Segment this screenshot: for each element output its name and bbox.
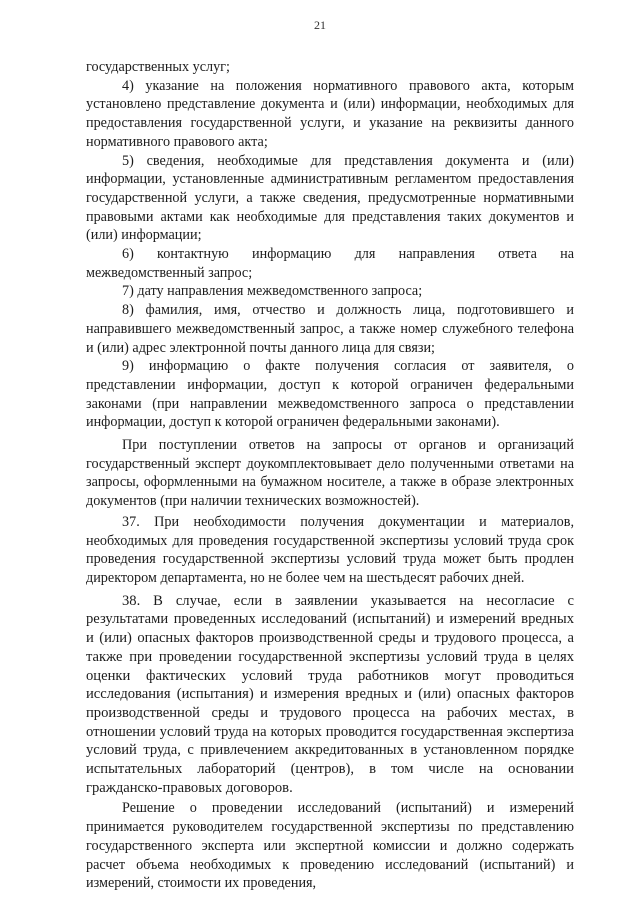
paragraph-decision: Решение о проведении исследований (испытаний) и измерений принимается руководителем государственной экспертизы по представлению государственного эксперта или экспертной комиссии и должно содержать расчет объема необходимых к проведению исследований (испытаний) и измерений, стоимости их проведения, [86, 800, 574, 892]
paragraph-item-7: 7) дату направления межведомственного запроса; [122, 283, 423, 300]
paragraph-continuation: государственных услуг; [86, 59, 230, 75]
paragraph-item-8: 8) фамилия, имя, отчество и должность лица, подготовившего и направившего межведомственный запрос, а также номер служебного телефона и (или) адрес электронной почты данного лица для связи; [86, 302, 574, 356]
paragraph-item-6: 6) контактную информацию для направления ответа на межведомственный запрос; [86, 246, 574, 281]
document-body [86, 58, 574, 893]
paragraph-item-5: 5) сведения, необходимые для представления документа и (или) информации, установленные административным регламентом предоставления государственной услуги, а также сведения, предусмотренные нормативными правовыми актами как необходимые для представления таких документов и (или) информации; [86, 152, 574, 244]
paragraph-responses: При поступлении ответов на запросы от органов и организаций государственный эксперт доукомплектовывает дело полученными ответами на запросы, оформленными на бумажном носителе, а также в образе электронных документов (при наличии технических возможностей). [86, 437, 574, 510]
paragraph-item-9: 9) информацию о факте получения согласия от заявителя, о представлении информации, доступ к которой ограничен федеральными законами (при направлении межведомственного запроса о представлении информации, доступ к которой ограничен федеральными законами). [86, 358, 574, 431]
page-number: 21 [314, 18, 326, 32]
paragraph-38: 38. В случае, если в заявлении указывается на несогласие с результатами проведенных исследований (испытаний) и измерений вредных и (или) опасных факторов производственной среды и трудового процесса, а также при проведении государственной экспертизы условий труда в целях оценки фактических условий труда работников могут проводиться исследования (испытания) и измерения вредных и (или) опасных факторов производственной среды и трудового процесса на рабочих местах, в отношении условий труда на которых проводится государственная экспертиза условий труда, с привлечением аккредитованных в установленном порядке испытательных лабораторий (центров), в том числе на основании гражданско-правовых договоров. [86, 592, 574, 796]
paragraph-item-4: 4) указание на положения нормативного правового акта, которым установлено представление документа и (или) информации, необходимых для предоставления государственной услуги, и указание на реквизиты данного нормативного правового акта; [86, 77, 574, 150]
paragraph-37: 37. При необходимости получения документации и материалов, необходимых для проведения государственной экспертизы условий труда срок проведения государственной экспертизы условий труда может быть продлен директором департамента, но не более чем на шестьдесят рабочих дней. [86, 513, 574, 586]
